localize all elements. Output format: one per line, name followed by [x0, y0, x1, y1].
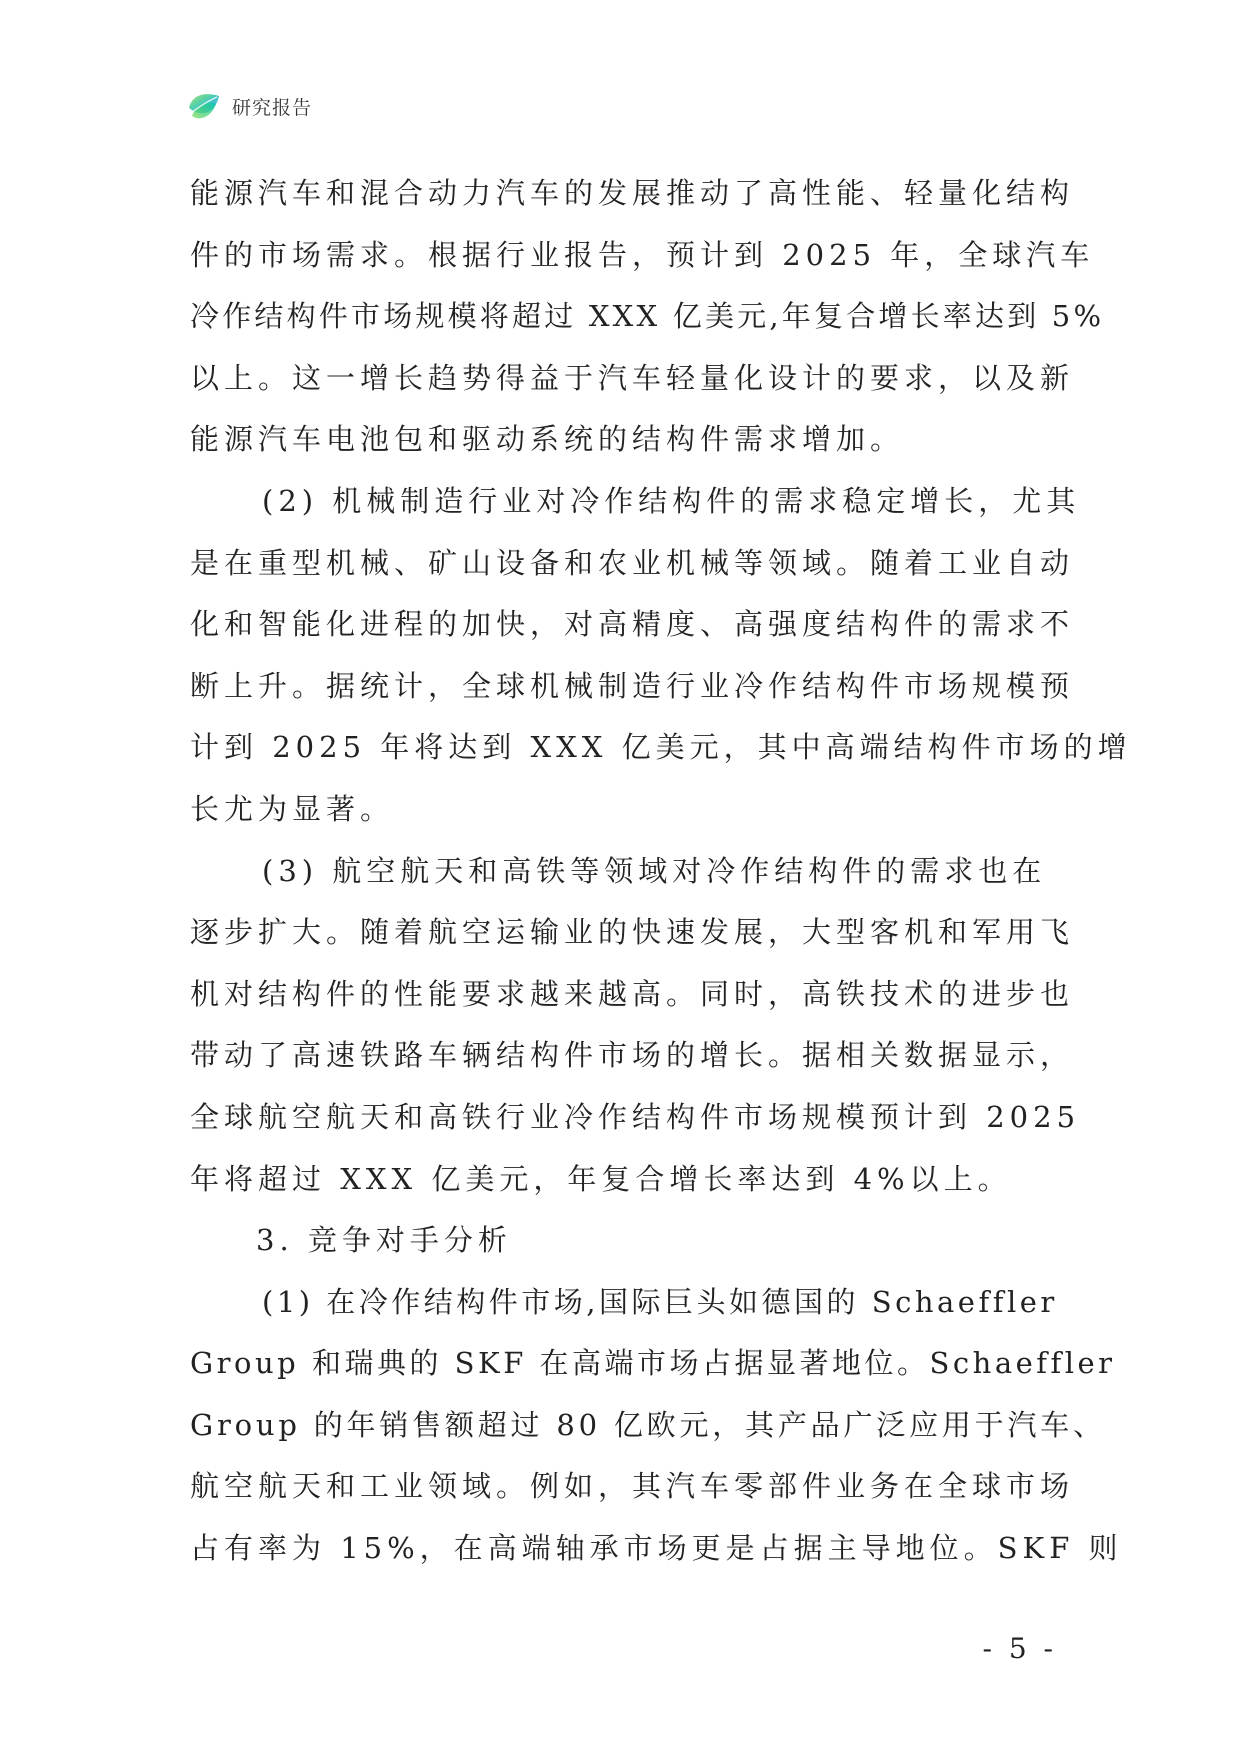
text-line: 机对结构件的性能要求越来越高。同时，高铁技术的进步也 — [190, 976, 1075, 1011]
text-line: Group 的年销售额超过 80 亿欧元，其产品广泛应用于汽车、 — [190, 1407, 1106, 1442]
text-line: Group 和瑞典的 SKF 在高端市场占据显著地位。Schaeffler — [190, 1346, 1116, 1381]
text-line: 以上。这一增长趋势得益于汽车轻量化设计的要求，以及新 — [190, 360, 1075, 395]
text-line: 带动了高速铁路车辆结构件市场的增长。据相关数据显示， — [190, 1038, 1075, 1073]
document-body — [190, 163, 1132, 1580]
leaf-logo-icon — [186, 88, 222, 124]
text-line: 冷作结构件市场规模将超过 XXX 亿美元,年复合增长率达到 5% — [190, 299, 1105, 334]
report-header — [186, 88, 312, 124]
text-line: 年将超过 XXX 亿美元，年复合增长率达到 4%以上。 — [190, 1161, 1012, 1196]
text-line: 能源汽车电池包和驱动系统的结构件需求增加。 — [190, 422, 905, 457]
text-line: 占有率为 15%，在高端轴承市场更是占据主导地位。SKF 则 — [190, 1531, 1123, 1566]
text-line: 航空航天和工业领域。例如，其汽车零部件业务在全球市场 — [190, 1469, 1075, 1504]
paragraph-start-line: (1) 在冷作结构件市场,国际巨头如德国的 Schaeffler — [262, 1284, 1058, 1319]
text-line: 断上升。据统计，全球机械制造行业冷作结构件市场规模预 — [190, 668, 1075, 703]
text-line: 化和智能化进程的加快，对高精度、高强度结构件的需求不 — [190, 607, 1075, 642]
report-title: 研究报告 — [232, 96, 313, 119]
section-heading: 3. 竞争对手分析 — [256, 1223, 512, 1258]
text-line: 是在重型机械、矿山设备和农业机械等领域。随着工业自动 — [190, 545, 1075, 580]
text-line: 能源汽车和混合动力汽车的发展推动了高性能、轻量化结构 — [190, 176, 1075, 210]
page-number: - 5 - — [982, 1632, 1057, 1665]
text-line: 逐步扩大。随着航空运输业的快速发展，大型客机和军用飞 — [190, 915, 1075, 950]
text-line: 件的市场需求。根据行业报告，预计到 2025 年，全球汽车 — [190, 237, 1095, 272]
text-line: 全球航空航天和高铁行业冷作结构件市场规模预计到 2025 — [190, 1099, 1081, 1134]
text-line: 长尤为显著。 — [190, 791, 395, 826]
paragraph-start-line: (2) 机械制造行业对冷作结构件的需求稳定增长，尤其 — [262, 483, 1081, 518]
text-line: 计到 2025 年将达到 XXX 亿美元，其中高端结构件市场的增 — [190, 730, 1132, 765]
paragraph-start-line: (3) 航空航天和高铁等领域对冷作结构件的需求也在 — [262, 853, 1047, 888]
